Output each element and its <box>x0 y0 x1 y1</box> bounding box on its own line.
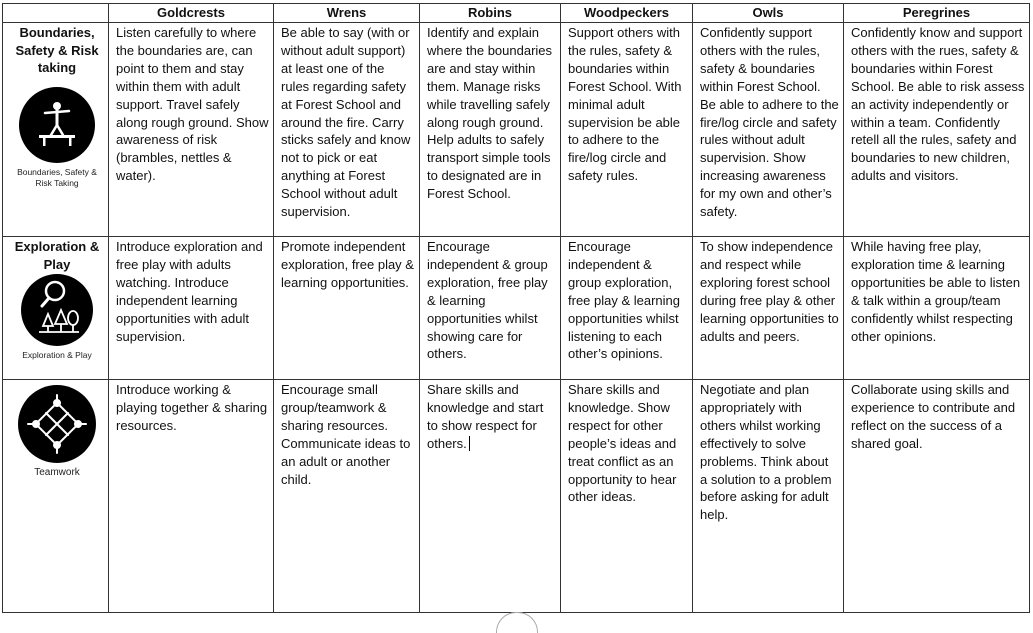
cell-robins: Identify and explain where the boundaries are and stay within them. Manage risks while travelling safely along rough ground. Help adults to safely transport simple tools to designated are in Forest School. <box>420 23 561 237</box>
cell-owls: To show independence and respect while exploring forest school during free play & other learning opportunities to adults and peers. <box>693 237 844 380</box>
header-owls: Owls <box>693 4 844 23</box>
header-woodpeckers: Woodpeckers <box>561 4 693 23</box>
table-row <box>3 237 1030 380</box>
balance-walker-icon <box>19 87 95 163</box>
cell-robins <box>420 380 561 613</box>
cell-goldcrests: Introduce exploration and free play with adults watching. Introduce independent learning opportunities with adult supervision. <box>109 237 274 380</box>
forest-school-skills-table <box>2 3 1030 613</box>
header-robins: Robins <box>420 4 561 23</box>
header-goldcrests: Goldcrests <box>109 4 274 23</box>
row-title: Exploration & Play <box>14 239 100 272</box>
cell-goldcrests: Listen carefully to where the boundaries are, can point to them and stay within them with adult support. Travel safely along rough ground. Show awareness of risk (brambles, nettles & water). <box>109 23 274 237</box>
row-caption: Exploration & Play <box>22 350 92 360</box>
linked-hands-icon <box>18 385 96 463</box>
cell-goldcrests: Introduce working & playing together & sharing resources. <box>109 380 274 613</box>
header-peregrines: Peregrines <box>844 4 1030 23</box>
row-caption: Boundaries, Safety & Risk Taking <box>17 166 97 188</box>
magnifier-trees-icon <box>21 274 93 346</box>
cell-peregrines: Collaborate using skills and experience to contribute and reflect on the success of a shared goal. <box>844 380 1030 613</box>
cell-wrens: Promote independent exploration, free play & learning opportunities. <box>274 237 420 380</box>
header-row <box>3 4 1030 23</box>
row-caption: Teamwork <box>34 467 80 478</box>
row-header-teamwork <box>3 380 109 613</box>
row-header-exploration <box>3 237 109 380</box>
cell-wrens: Be able to say (with or without adult support) at least one of the rules regarding safety at Forest School and around the fire. Carry sticks safely and know not to pick or eat anything at Forest School without adult supervision. <box>274 23 420 237</box>
cell-peregrines: Confidently know and support others with the rues, safety & boundaries within Forest School. Be able to risk assess an activity independently or within a team. Confidently retell all the rules, safety and boundaries to new children, adults and visitors. <box>844 23 1030 237</box>
cell-woodpeckers: Share skills and knowledge. Show respect for other people’s ideas and treat conflict as an opportunity to hear other ideas. <box>561 380 693 613</box>
scroll-indicator[interactable] <box>496 612 538 633</box>
table-row <box>3 380 1030 613</box>
text-cursor <box>469 436 470 451</box>
table-row <box>3 23 1030 237</box>
cell-text: Share skills and knowledge and start to show respect for others. <box>427 382 544 451</box>
cell-wrens: Encourage small group/teamwork & sharing resources. Communicate ideas to an adult or another child. <box>274 380 420 613</box>
cell-owls: Confidently support others with the rules, safety & boundaries within Forest School. Be able to adhere to the fire/log circle and safety rules without adult supervision. Show increasing awareness for my own and other’s safety. <box>693 23 844 237</box>
cell-peregrines: While having free play, exploration time & learning opportunities be able to listen & talk within a group/team confidently whilst respecting other opinions. <box>844 237 1030 380</box>
header-corner <box>3 4 109 23</box>
cell-woodpeckers: Support others with the rules, safety & boundaries within Forest School. With minimal adult supervision be able to adhere to the fire/log circle and safety rules. <box>561 23 693 237</box>
cell-woodpeckers: Encourage independent & group exploration, free play & learning opportunities whilst listening to each other’s opinions. <box>561 237 693 380</box>
row-title: Boundaries, Safety & Risk taking <box>15 25 99 75</box>
cell-owls: Negotiate and plan appropriately with others whilst working effectively to solve problems. Think about a solution to a problem before asking for adult help. <box>693 380 844 613</box>
header-wrens: Wrens <box>274 4 420 23</box>
row-header-boundaries <box>3 23 109 237</box>
cell-robins: Encourage independent & group exploration, free play & learning opportunities whilst showing care for others. <box>420 237 561 380</box>
